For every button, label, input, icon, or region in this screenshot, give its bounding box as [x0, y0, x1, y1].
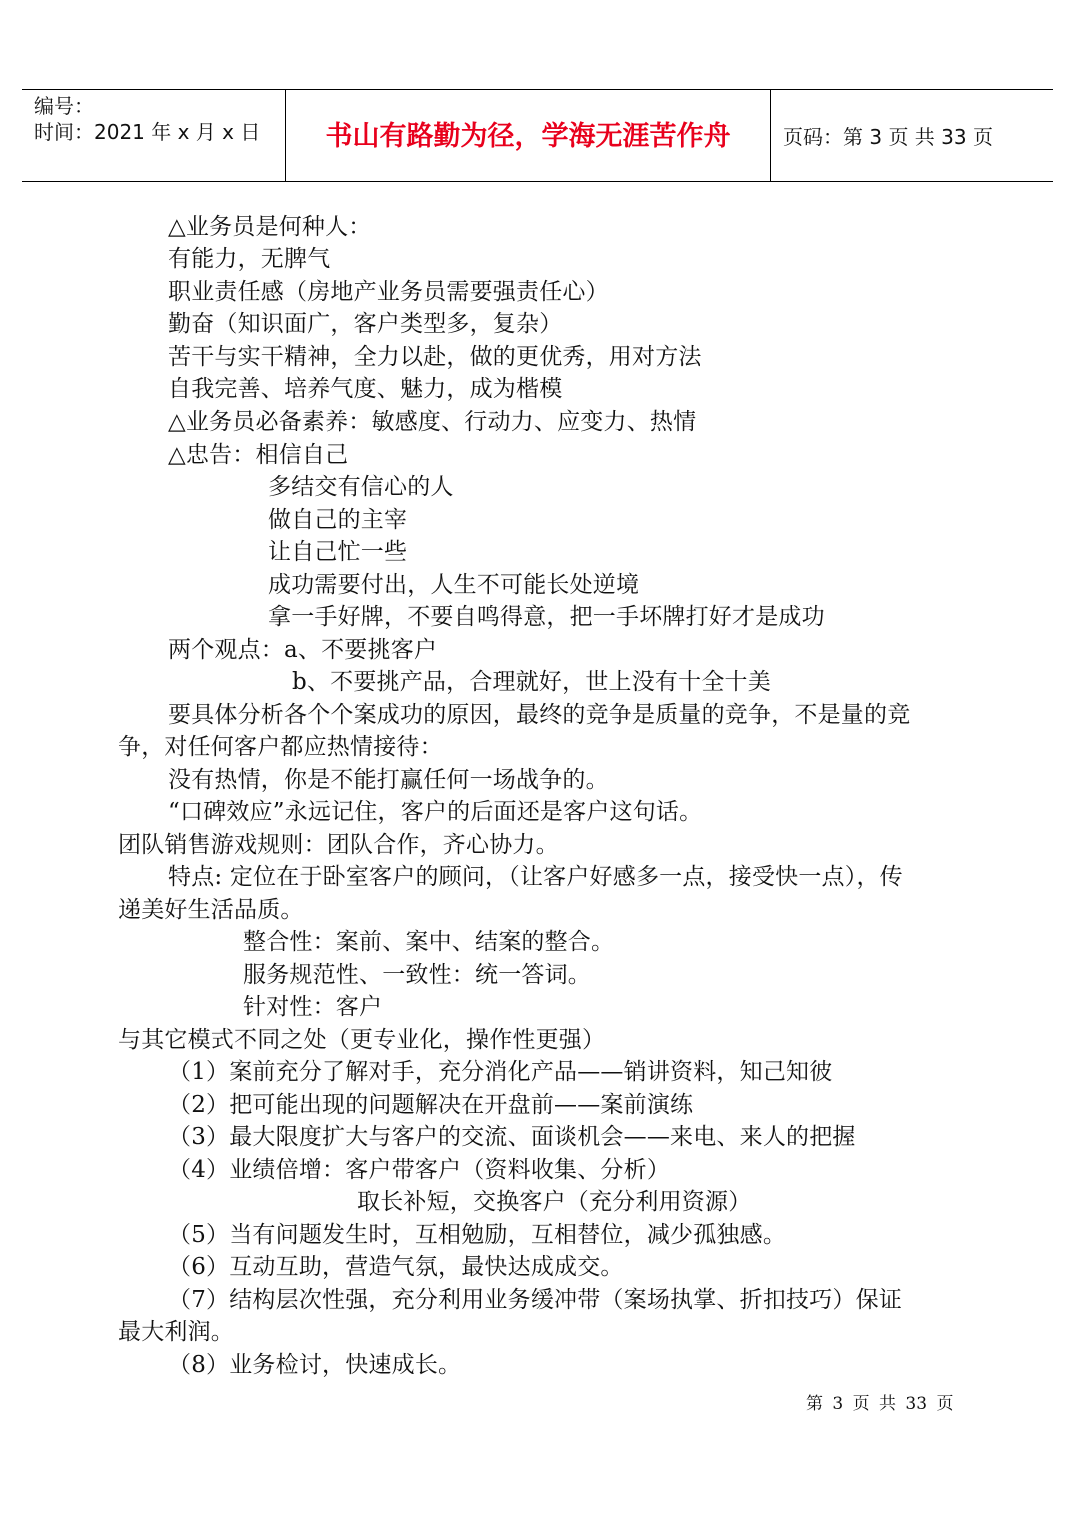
body-line: △业务员必备素养：敏感度、行动力、应变力、热情 [168, 409, 697, 435]
body-line: 多结交有信心的人 [268, 474, 454, 500]
body-line: 取长补短，交换客户（充分利用资源） [357, 1189, 752, 1215]
header-motto-cell [285, 90, 771, 181]
body-line: （2）把可能出现的问题解决在开盘前——案前演练 [168, 1092, 694, 1118]
body-line: △忠告：相信自己 [168, 442, 349, 468]
body-line: 有能力，无脾气 [168, 246, 331, 272]
body-line: 苦干与实干精神，全力以赴，做的更优秀，用对方法 [168, 344, 702, 370]
body-line: （6）互动互助，营造气氛，最快达成成交。 [168, 1254, 624, 1280]
body-line: 最大利润。 [118, 1319, 234, 1345]
body-line: “口碑效应”永远记住，客户的后面还是客户这句话。 [168, 799, 703, 825]
body-line: 自我完善、培养气度、魅力，成为楷模 [168, 376, 563, 402]
body-line: 职业责任感（房地产业务员需要强责任心） [168, 279, 609, 305]
body-line: 争，对任何客户都应热情接待： [118, 734, 443, 760]
body-line: （7）结构层次性强，充分利用业务缓冲带（案场执掌、折扣技巧）保证 [168, 1287, 903, 1313]
header-motto: 书山有路勤为径，学海无涯苦作舟 [325, 121, 731, 152]
header-info-cell [22, 90, 285, 181]
body-line: 特点: 定位在于卧室客户的顾问，（让客户好感多一点，接受快一点），传 [168, 864, 903, 890]
body-line: 服务规范性、一致性：统一答词。 [243, 962, 591, 988]
body-line: b、不要挑产品，合理就好，世上没有十全十美 [292, 669, 771, 695]
body-line: 没有热情，你是不能打赢任何一场战争的。 [168, 767, 609, 793]
page-header [22, 89, 1053, 182]
body-line: 两个观点：a、不要挑客户 [168, 637, 438, 663]
body-line: （3）最大限度扩大与客户的交流、面谈机会——来电、来人的把握 [168, 1124, 856, 1150]
body-line: 团队销售游戏规则：团队合作，齐心协力。 [118, 832, 559, 858]
document-time-label: 时间：2021 年 x 月 x 日 [34, 120, 261, 144]
body-line: （4）业绩倍增：客户带客户（资料收集、分析） [168, 1157, 671, 1183]
body-line: 让自己忙一些 [268, 539, 408, 565]
body-line: 要具体分析各个个案成功的原因，最终的竞争是质量的竞争，不是量的竞 [168, 702, 911, 728]
body-line: 针对性：客户 [243, 994, 383, 1020]
body-line: 成功需要付出，人生不可能长处逆境 [268, 572, 640, 598]
body-line: （5）当有问题发生时，互相勉励，互相替位，减少孤独感。 [168, 1222, 787, 1248]
body-line: （1）案前充分了解对手，充分消化产品——销讲资料，知己知彼 [168, 1059, 833, 1085]
document-number-label: 编号： [34, 94, 94, 118]
body-line: 做自己的主宰 [268, 507, 408, 533]
body-line: 与其它模式不同之处（更专业化，操作性更强） [118, 1027, 606, 1053]
header-page-code: 页码：第 3 页 共 33 页 [783, 125, 993, 149]
body-line: （8）业务检讨，快速成长。 [168, 1352, 462, 1378]
page-footer-number: 第 3 页 共 33 页 [806, 1394, 954, 1414]
body-line: △业务员是何种人： [168, 214, 372, 240]
header-page-cell [771, 90, 1053, 181]
body-line: 整合性：案前、案中、结案的整合。 [243, 929, 615, 955]
body-line: 递美好生活品质。 [118, 897, 304, 923]
body-line: 勤奋（知识面广，客户类型多，复杂） [168, 311, 563, 337]
body-line: 拿一手好牌，不要自鸣得意，把一手坏牌打好才是成功 [268, 604, 825, 630]
